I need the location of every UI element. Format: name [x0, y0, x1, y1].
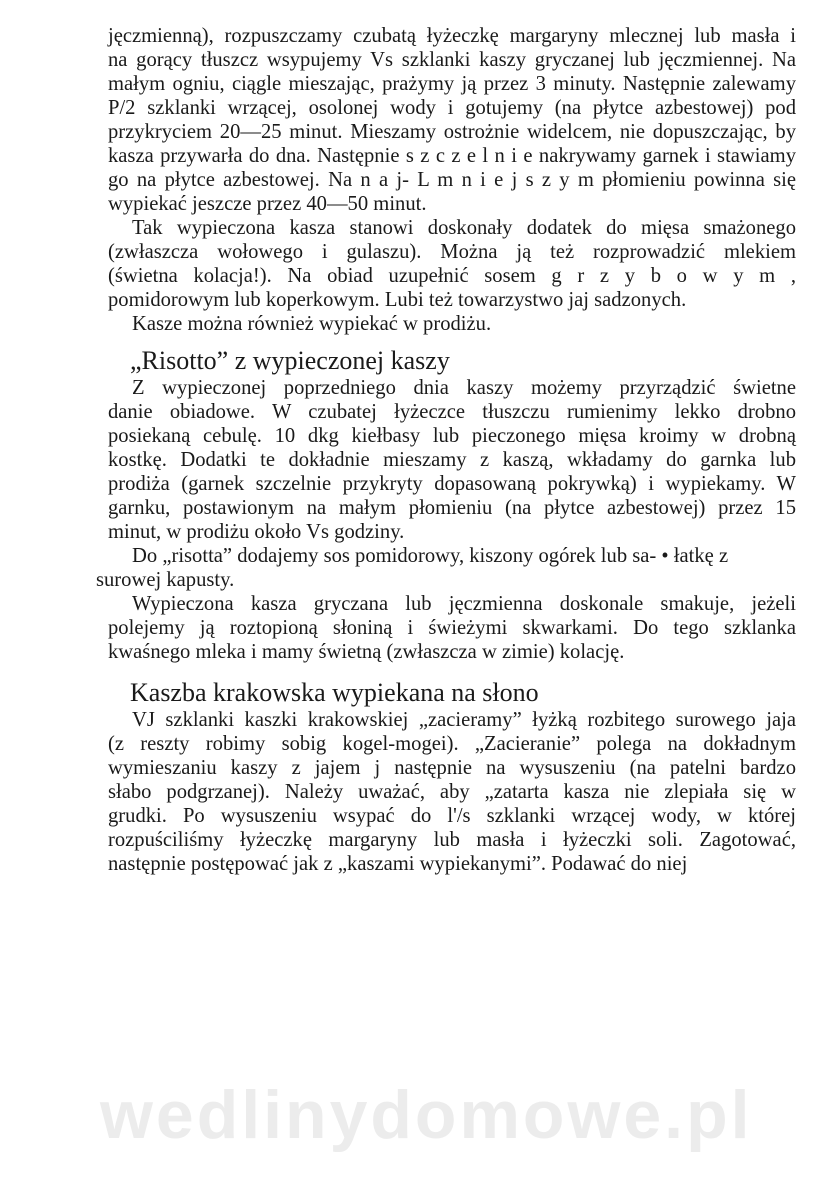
text-line: (świetna kolacja!). Na obiad uzupełnić sosem g r z y b o w y m , [108, 265, 796, 287]
text-line: pomidorowym lub koperkowym. Lubi też towarzystwo jaj sadzonych. [108, 289, 687, 311]
text-line: kwaśnego mleka i mamy świetną (zwłaszcza w zimie) kolację. [108, 641, 625, 663]
watermark: wedlinydomowe.pl [100, 1077, 753, 1153]
text-line: jęczmienną), rozpuszczamy czubatą łyżeczkę margaryny mlecznej lub masła i [108, 25, 796, 47]
text-line: polejemy ją roztopioną słoniną i świeżymi skwarkami. Do tego szklanka [108, 617, 796, 639]
text-line: następnie postępować jak z „kaszami wypiekanymi”. Podawać do niej [108, 853, 688, 875]
text-line: garnku, postawionym na małym płomieniu (na płytce azbestowej) przez 15 [108, 497, 796, 519]
text-line: wypiekać jeszcze przez 40—50 minut. [108, 193, 427, 215]
text-line: Z wypieczonej poprzedniego dnia kaszy możemy przyrządzić świetne [132, 377, 796, 399]
text-line: surowej kapusty. [96, 569, 235, 591]
text-line: VJ szklanki kaszki krakowskiej „zacieramy” łyżką rozbitego surowego jaja [132, 709, 796, 731]
text-line: Wypieczona kasza gryczana lub jęczmienna doskonale smakuje, jeżeli [132, 593, 796, 615]
text-line: go na płytce azbestowej. Na n a j- L m n i e j s z y m płomieniu powinna się [108, 169, 796, 191]
text-line: przykryciem 20—25 minut. Mieszamy ostrożnie widelcem, nie dopuszczając, by [108, 121, 796, 143]
text-line: posiekaną cebulę. 10 dkg kiełbasy lub pieczonego mięsa kroimy w drobną [108, 425, 796, 447]
section-heading-kaszka: Kaszba krakowska wypiekana na słono [130, 678, 539, 707]
section-heading-risotto: „Risotto” z wypieczonej kaszy [130, 346, 450, 375]
text-line: prodiża (garnek szczelnie przykryty dopasowaną pokrywką) i wypiekamy. W [108, 473, 796, 495]
text-line: kasza przywarła do dna. Następnie s z c z e l n i e nakrywamy garnek i stawiamy [108, 145, 796, 167]
text-line: Tak wypieczona kasza stanowi doskonały dodatek do mięsa smażonego [132, 217, 796, 239]
text-line: danie obiadowe. W czubatej łyżeczce tłuszczu rumienimy lekko drobno [108, 401, 796, 423]
text-line: małym ogniu, ciągle mieszając, prażymy ją przez 3 minuty. Następnie zalewamy [108, 73, 796, 95]
text-line: kostkę. Dodatki te dokładnie mieszamy z kaszą, wkładamy do garnka lub [108, 449, 796, 471]
text-line: słabo podgrzanej). Należy uważać, aby „zatarta kasza nie zlepiała się w [108, 781, 796, 803]
text-line: wymieszaniu kaszy z jajem j następnie na wysuszeniu (na patelni bardzo [108, 757, 796, 779]
text-line: Kasze można również wypiekać w prodiżu. [132, 313, 492, 335]
text-line: Do „risotta” dodajemy sos pomidorowy, kiszony ogórek lub sa- • łatkę z [132, 545, 729, 567]
text-line: na gorący tłuszcz wsypujemy Vs szklanki kaszy gryczanej lub jęczmiennej. Na [108, 49, 796, 71]
text-line: (z reszty robimy sobig kogel-mogei). „Zacieranie” polega na dokładnym [108, 733, 796, 755]
text-line: grudki. Po wysuszeniu wsypać do l'/s szklanki wrzącej wody, w której [108, 805, 796, 827]
text-line: (zwłaszcza wołowego i gulaszu). Można ją też rozprowadzić mlekiem [108, 241, 796, 263]
text-line: P/2 szklanki wrzącej, osolonej wody i gotujemy (na płytce azbestowej) pod [108, 97, 796, 119]
text-line: minut, w prodiżu około Vs godziny. [108, 521, 405, 543]
text-line: rozpuściliśmy łyżeczkę margaryny lub masła i łyżeczki soli. Zagotować, [108, 829, 796, 851]
